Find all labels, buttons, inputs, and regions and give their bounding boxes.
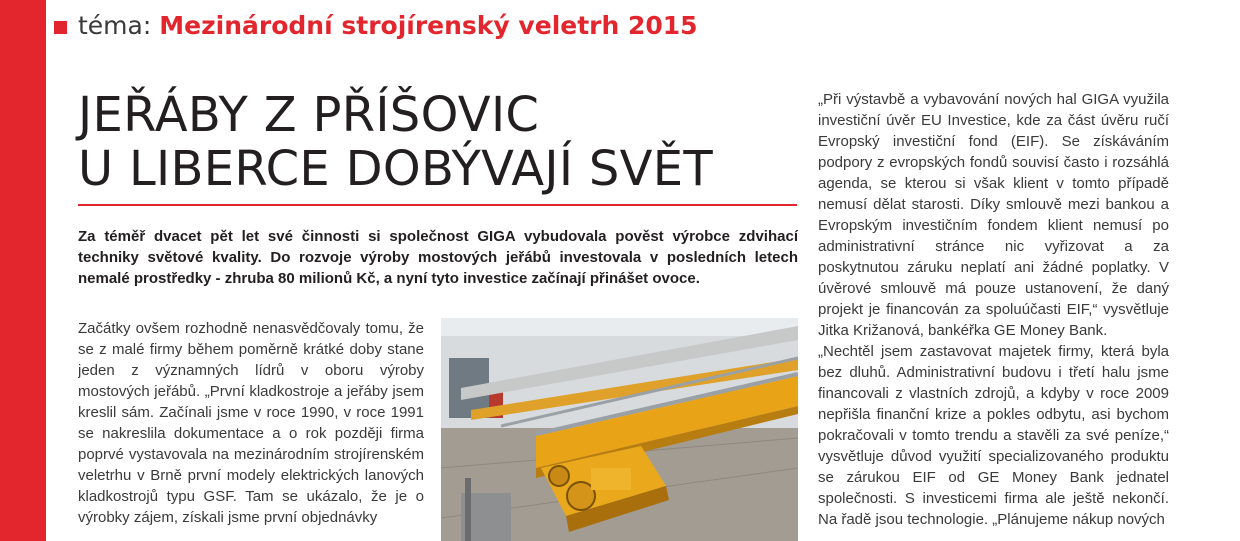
body-right-paragraph-2: „Nechtěl jsem zastavovat majetek firmy, která byla bez dluhů. Administrativní budovu i třetí halu jsme financovali z vlastních zdrojů, a kdyby v roce 2009 nepřišla finanční krize a pokles odbytu, asi bychom pokračovali v tomto trendu a stavěli za své peníze,“ vysvětluje důvod využití specializovaného produktu se zárukou EIF od GE Money Bank jednatel společnosti. S investicemi firma ale ještě nekončí. Na řadě jsou technologie. „Plánujeme nákup nových [818,343,1169,528]
body-left-paragraph: Začátky ovšem rozhodně nenasvědčovaly tomu, že se z malé firmy během poměrně krátké doby stane jeden z významných lídrů v oboru výroby mostových jeřábů. „První kladkostroje a jeřáby jsem kreslil sám. Začínali jsme v roce 1990, v roce 1991 se nakreslila dokumentace a o rok později firma poprvé vystavovala na mezinárodním strojírenském veletrhu v Brně první modely elektrických lanových kladkostrojů typu GSF. Tam se ukázalo, že je o výrobky zájem, získali jsme první objednávky [78,320,424,526]
topic-title: Mezinárodní strojírenský veletrh 2015 [159,10,698,40]
crane-factory-photo [441,318,798,541]
body-column-right [818,89,1169,541]
crane-photo-illustration [441,318,798,541]
headline-line-1: JEŘÁBY Z PŘÍŠOVIC [78,87,540,143]
topic-label: téma: [78,10,152,40]
red-side-bar [0,0,46,541]
headline-divider [78,204,797,206]
body-column-left [78,318,424,541]
topic-square-icon [54,21,67,34]
body-right-paragraph-1: „Při výstavbě a vybavování nových hal GIGA využila investiční úvěr EU Investice, kde za část úvěru ručí Evropský investiční fond (EIF). Se získáváním podpory z evropských fondů souvisí často i rozsáhlá agenda, se kterou si však klient v tomto případě nemusí dělat starosti. Díky smlouvě mezi bankou a Evropským investičním fondem klient nemusí po administrativní stránce nic vyřizovat a za poskytnutou záruku neplatí ani žádné poplatky. V úvěrové smlouvě má pouze ustanovení, že daný projekt je financován za spoluúčasti EIF,“ vysvětluje Jitka Križanová, bankéřka GE Money Bank. [818,91,1169,339]
topic-line [54,8,698,42]
headline-line-2: U LIBERCE DOBÝVAJÍ SVĚT [78,141,714,197]
article-lead: Za téměř dvacet pět let své činnosti si společnost GIGA vybudovala pověst výrobce zdvihací techniky světové kvality. Do rozvoje výroby mostových jeřábů investovala v posledních letech nemalé prostředky - zhruba 80 milionů Kč, a nyní tyto investice začínají přinášet ovoce. [78,228,798,287]
article-headline [78,88,798,196]
